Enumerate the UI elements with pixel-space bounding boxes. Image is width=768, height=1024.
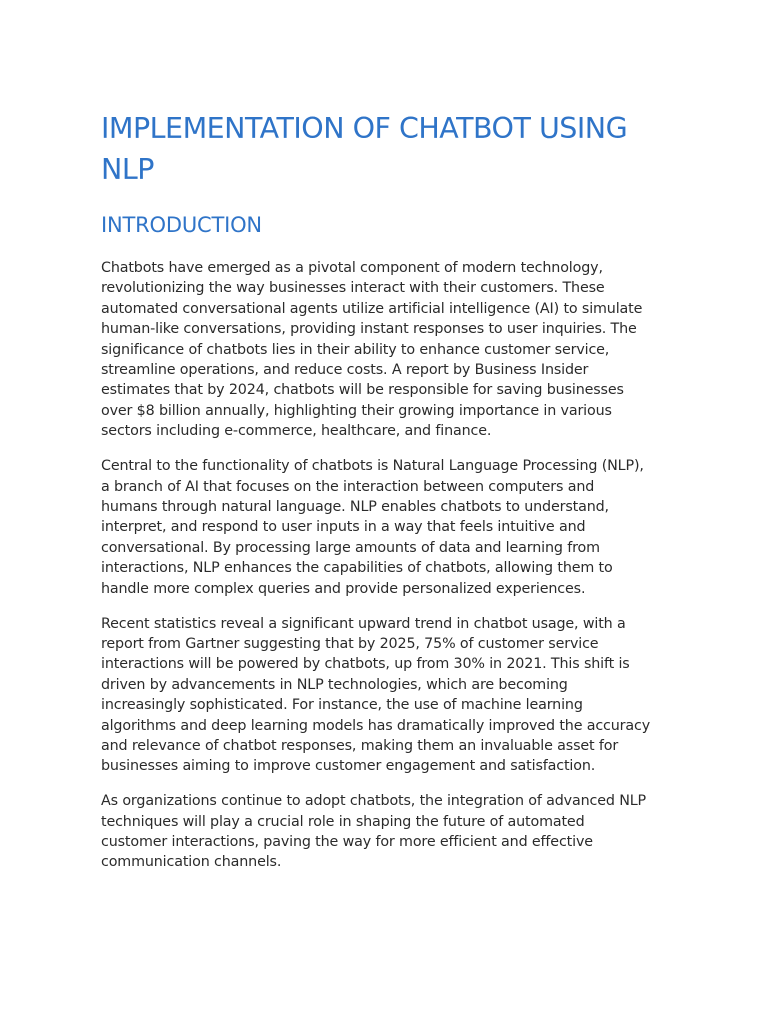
text-line: interpret, and respond to user inputs in a way that feels intuitive and xyxy=(101,519,586,536)
text-line: increasingly sophisticated. For instance, the use of machine learning xyxy=(101,697,583,714)
text-line: streamline operations, and reduce costs. A report by Business Insider xyxy=(101,362,589,379)
text-line: handle more complex queries and provide personalized experiences. xyxy=(101,580,586,597)
text-line: over $8 billion annually, highlighting their growing importance in various xyxy=(101,402,612,419)
text-line: sectors including e-commerce, healthcare, and finance. xyxy=(101,423,492,440)
text-line: human-like conversations, providing instant responses to user inquiries. The xyxy=(101,321,637,338)
text-line: techniques will play a crucial role in shaping the future of automated xyxy=(101,813,585,830)
text-line: interactions will be powered by chatbots, up from 30% in 2021. This shift is xyxy=(101,656,630,673)
body-text xyxy=(101,258,667,873)
text-line: conversational. By processing large amounts of data and learning from xyxy=(101,539,600,556)
text-line: businesses aiming to improve customer engagement and satisfaction. xyxy=(101,758,596,775)
text-line: As organizations continue to adopt chatbots, the integration of advanced NLP xyxy=(101,793,647,810)
text-line: significance of chatbots lies in their ability to enhance customer service, xyxy=(101,341,610,358)
text-line: interactions, NLP enhances the capabilities of chatbots, allowing them to xyxy=(101,560,613,577)
title-line: IMPLEMENTATION OF CHATBOT USING xyxy=(101,112,628,145)
text-line: humans through natural language. NLP enables chatbots to understand, xyxy=(101,498,609,515)
text-line: automated conversational agents utilize artificial intelligence (AI) to simulate xyxy=(101,300,643,317)
paragraph xyxy=(101,258,667,442)
text-line: Recent statistics reveal a significant upward trend in chatbot usage, with a xyxy=(101,615,626,632)
text-line: customer interactions, paving the way for more efficient and effective xyxy=(101,834,593,851)
paragraph xyxy=(101,614,667,777)
text-line: a branch of AI that focuses on the interaction between computers and xyxy=(101,478,595,495)
text-line: algorithms and deep learning models has dramatically improved the accuracy xyxy=(101,717,651,734)
text-line: report from Gartner suggesting that by 2025, 75% of customer service xyxy=(101,635,599,652)
text-line: communication channels. xyxy=(101,854,282,871)
text-line: estimates that by 2024, chatbots will be responsible for saving businesses xyxy=(101,382,624,399)
document-page xyxy=(101,108,667,873)
document-title xyxy=(101,108,667,190)
paragraph xyxy=(101,791,667,873)
text-line: driven by advancements in NLP technologies, which are becoming xyxy=(101,676,568,693)
section-heading-introduction: INTRODUCTION xyxy=(101,213,262,237)
paragraph xyxy=(101,456,667,599)
text-line: and relevance of chatbot responses, making them an invaluable asset for xyxy=(101,737,619,754)
title-line: NLP xyxy=(101,153,154,186)
text-line: Central to the functionality of chatbots is Natural Language Processing (NLP), xyxy=(101,458,644,475)
text-line: revolutionizing the way businesses interact with their customers. These xyxy=(101,280,605,297)
text-line: Chatbots have emerged as a pivotal component of modern technology, xyxy=(101,260,603,276)
